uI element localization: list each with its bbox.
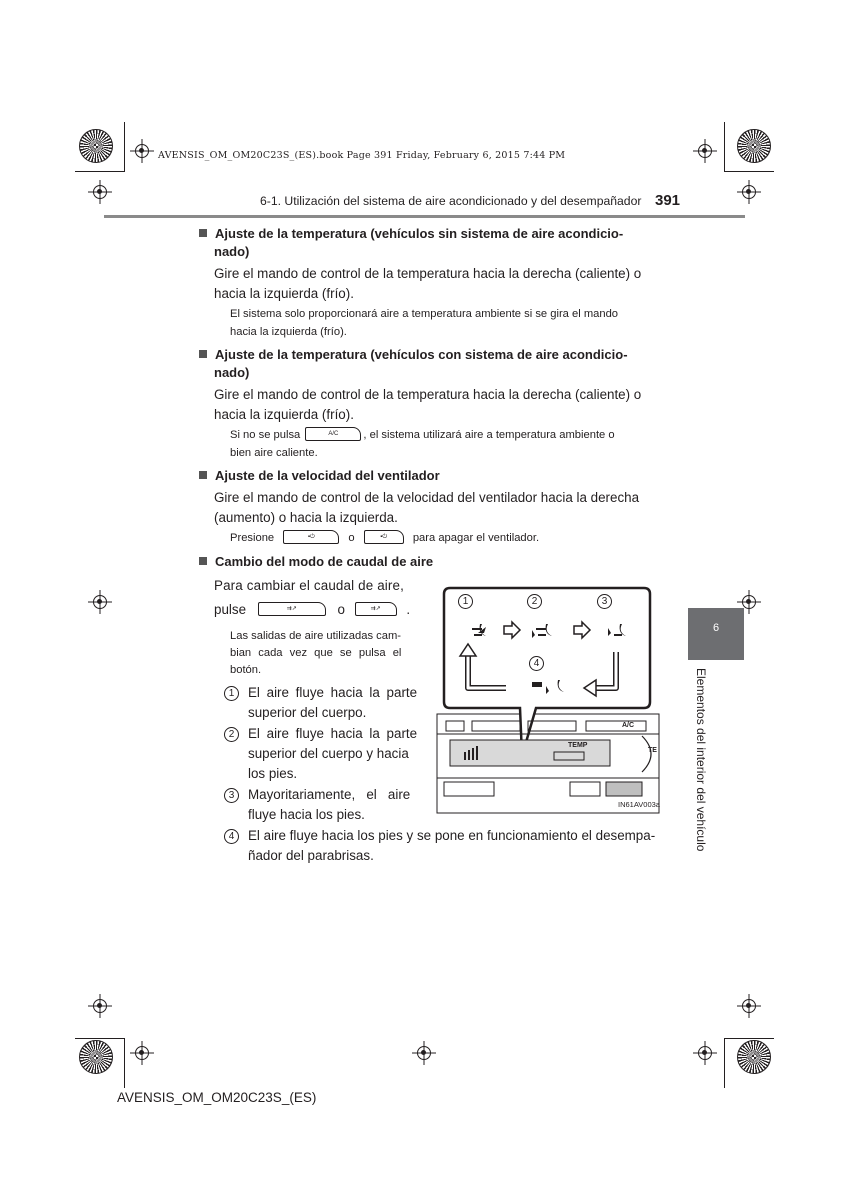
body-text: pulse ⇉↗ o ⇉↗ .: [214, 602, 411, 617]
body-text: hacia la izquierda (frío).: [214, 407, 354, 422]
body-text: Gire el mando de control de la temperatura hacia la derecha (caliente) o: [214, 387, 642, 402]
callout-number: 4: [529, 656, 544, 671]
ac-button-icon: A/C: [305, 427, 361, 441]
body-text: (aumento) o hacia la izquierda.: [214, 510, 398, 525]
item-number: 4: [224, 829, 239, 844]
figure-svg: [436, 586, 660, 814]
running-head: 6-1. Utilización del sistema de aire acondicionado y del desempañador: [260, 194, 642, 208]
registration-target: [417, 1046, 431, 1060]
note-text: bien aire caliente.: [230, 447, 318, 459]
note-text: hacia la izquierda (frío).: [230, 326, 347, 338]
registration-target: [742, 185, 756, 199]
list-item: 4 El aire fluye hacia los pies y se pone en funcionamiento el desempa- ñador del parabrisas.: [224, 826, 664, 866]
figure-code: IN61AV003a: [618, 800, 660, 809]
registration-target: [93, 595, 107, 609]
chapter-number: 6: [712, 622, 720, 634]
body-text: Gire el mando de control de la velocidad del ventilador hacia la derecha: [214, 490, 640, 505]
registration-target: [93, 999, 107, 1013]
heading-bullet: [199, 350, 207, 358]
section-heading: Ajuste de la temperatura (vehículos con sistema de aire acondicio-: [199, 345, 659, 365]
section-heading: Ajuste de la velocidad del ventilador: [199, 466, 440, 486]
item-number: 1: [224, 686, 239, 701]
fan-off-button-icon: ▪⏻: [364, 530, 404, 544]
body-text: hacia la izquierda (frío).: [214, 286, 354, 301]
note-text: botón.: [230, 664, 262, 676]
note-text: Las salidas de aire utilizadas cam-: [230, 630, 402, 642]
heading-bullet: [199, 557, 207, 565]
note-text: Si no se pulsa A/C , el sistema utilizará aire a temperatura ambiente o: [230, 429, 615, 441]
section-heading: Ajuste de la temperatura (vehículos sin sistema de aire acondicio-: [199, 224, 659, 244]
section-heading-cont: nado): [214, 365, 250, 380]
registration-target: [135, 144, 149, 158]
list-item: 3 Mayoritariamente, el aire fluye hacia los pies.: [224, 785, 424, 825]
list-item: 1 El aire fluye hacia la parte superior del cuerpo.: [224, 683, 424, 723]
registration-target: [698, 1046, 712, 1060]
footer-book-code: AVENSIS_OM_OM20C23S_(ES): [117, 1090, 317, 1105]
te-label: TE: [648, 747, 657, 754]
callout-number: 3: [597, 594, 612, 609]
registration-burst-top-right: [737, 129, 771, 163]
registration-target: [742, 999, 756, 1013]
registration-target: [93, 185, 107, 199]
note-text: Presione ▪⏻ o ▪⏻ para apagar el ventilador.: [230, 532, 540, 544]
registration-target: [742, 595, 756, 609]
body-text: Para cambiar el caudal de aire,: [214, 578, 404, 593]
section-heading-cont: nado): [214, 244, 250, 259]
registration-burst-bottom-right: [737, 1040, 771, 1074]
fan-off-button-icon: ▪⏻: [283, 530, 339, 544]
temp-label: TEMP: [568, 742, 588, 749]
callout-number: 2: [527, 594, 542, 609]
item-number: 2: [224, 727, 239, 742]
page-number: 391: [655, 192, 681, 209]
registration-target: [135, 1046, 149, 1060]
callout-number: 1: [458, 594, 473, 609]
heading-bullet: [199, 229, 207, 237]
book-info-line: AVENSIS_OM_OM20C23S_(ES).book Page 391 Friday, February 6, 2015 7:44 PM: [158, 150, 566, 161]
airflow-mode-button-icon: ⇉↗: [355, 602, 397, 616]
section-heading: Cambio del modo de caudal de aire: [199, 552, 433, 572]
item-number: 3: [224, 788, 239, 803]
header-rule: [104, 215, 745, 218]
airflow-mode-figure: [436, 586, 660, 814]
chapter-tab: [688, 608, 744, 660]
registration-burst-top-left: [79, 129, 113, 163]
note-text: bian cada vez que se pulsa el: [230, 647, 402, 659]
registration-target: [698, 144, 712, 158]
registration-burst-bottom-left: [79, 1040, 113, 1074]
airflow-mode-button-icon: ⇉↗: [258, 602, 326, 616]
heading-bullet: [199, 471, 207, 479]
note-text: El sistema solo proporcionará aire a temperatura ambiente si se gira el mando: [230, 308, 619, 320]
ac-label: A/C: [622, 722, 635, 729]
body-text: Gire el mando de control de la temperatura hacia la derecha (caliente) o: [214, 266, 642, 281]
list-item: 2 El aire fluye hacia la parte superior del cuerpo y hacia los pies.: [224, 724, 424, 784]
chapter-title: Elementos del interior del vehículo: [694, 668, 708, 852]
